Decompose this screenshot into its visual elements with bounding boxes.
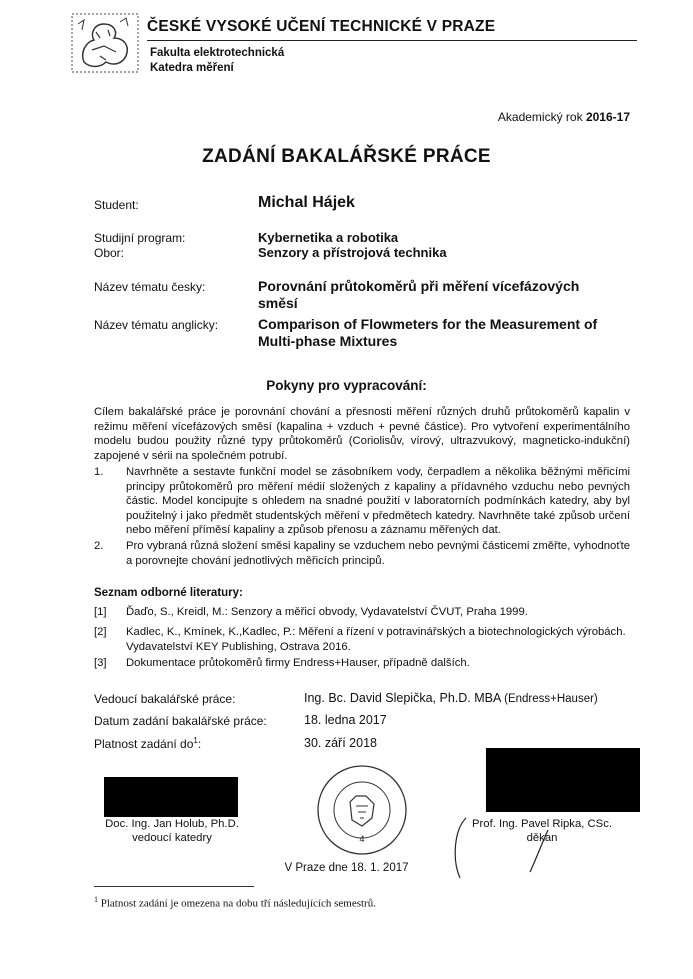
signature-left: [92, 817, 252, 845]
instructions-intro: Cílem bakalářské práce je porovnání chování a přesnosti měření různých druhů průtokoměrů kapalin v režimu měření vícefázových směsí (kapalina + vzduch + pevné částice). Pro vytvoření experimentálního modelu budou použity různé typy průtokoměrů (Coriolisův, vírový, ultrazvukový, magneticko-indukční) zapojené v sérii na společném potrubí.: [94, 406, 630, 462]
document-title: ZADÁNÍ BAKALÁŘSKÉ PRÁCE: [202, 146, 491, 167]
instruction-item-2: [94, 539, 630, 568]
literature-item-2: [94, 625, 630, 654]
faculty-name: Fakulta elektrotechnická: [150, 47, 285, 59]
literature-heading: Seznam odborné literatury:: [94, 587, 243, 599]
literature-item-text: Kadlec, K., Kmínek, K.,Kadlec, P.: Měření a řízení v potravinářských a biotechnologických výrobách. Vydavatelství KEY Publishing, Ostrava 2016.: [126, 626, 626, 653]
program-value: Kybernetika a robotika: [258, 230, 399, 245]
header-divider: [147, 40, 637, 41]
instruction-item-number: 2.: [94, 540, 104, 552]
literature-item-text: Ďaďo, S., Kreidl, M.: Senzory a měřicí obvody, Vydavatelství ČVUT, Praha 1999.: [126, 606, 528, 618]
topic-en-value: Comparison of Flowmeters for the Measurement of Multi-phase Mixtures: [258, 316, 598, 349]
topic-cz-value: Porovnání průtokoměrů při měření vícefázových směsí: [258, 278, 580, 311]
signature-left-role: vedoucí katedry: [132, 832, 212, 844]
literature-item-3: [94, 656, 630, 671]
instruction-item-1: [94, 465, 630, 538]
university-name: ČESKÉ VYSOKÉ UČENÍ TECHNICKÉ V PRAZE: [147, 18, 496, 35]
cvut-lion-logo-icon: [70, 12, 140, 74]
topic-cz-label: Název tématu česky:: [94, 280, 206, 294]
program-label: Studijní program:: [94, 231, 186, 245]
literature-item-number: [3]: [94, 657, 107, 669]
supervisor-label: Vedoucí bakalářské práce:: [94, 692, 236, 706]
topic-en-label: Název tématu anglicky:: [94, 318, 219, 332]
signature-right-name: Prof. Ing. Pavel Ripka, CSc.: [471, 818, 612, 830]
supervisor-name: Ing. Bc. David Slepička, Ph.D. MBA: [304, 691, 501, 705]
academic-year-value: 2016-17: [585, 110, 630, 124]
validity-value: 30. září 2018: [304, 736, 377, 750]
footnote-divider: [94, 886, 254, 887]
department-name: Katedra měření: [150, 62, 234, 74]
student-label: Student:: [94, 198, 139, 212]
supervisor-affiliation: (Endress+Hauser): [504, 693, 598, 705]
literature-item-text: Dokumentace průtokoměrů firmy Endress+Hauser, případně dalších.: [126, 657, 470, 669]
validity-label-colon: :: [197, 737, 202, 751]
validity-label-text: Platnost zadání do: [94, 737, 194, 751]
validity-footnote-mark: 1: [193, 736, 198, 745]
assignment-date-value: 18. ledna 2017: [304, 713, 387, 727]
signature-right-role: děkan: [526, 832, 558, 844]
assignment-date-label: Datum zadání bakalářské práce:: [94, 714, 267, 728]
literature-item-1: [94, 605, 630, 620]
footnote-mark: 1: [94, 895, 98, 904]
faculty-department: [150, 46, 284, 76]
stamp-number: 4: [359, 834, 365, 844]
literature-item-number: [2]: [94, 626, 107, 638]
footnote: [94, 895, 376, 910]
redacted-signature-left: [104, 777, 238, 817]
student-value: Michal Hájek: [258, 194, 355, 211]
branch-value: Senzory a přístrojová technika: [258, 245, 447, 260]
faculty-stamp-icon: [308, 762, 416, 858]
instruction-item-text: Pro vybraná různá složení směsi kapaliny se vzduchem nebo pevnými částicemi změřte, vyhodnoťte a porovnejte chování jednotlivých měřicích principů.: [126, 540, 630, 567]
footnote-text: Platnost zadání je omezena na dobu tří následujících semestrů.: [100, 897, 376, 910]
academic-year: [498, 110, 630, 124]
place-and-date: V Praze dne 18. 1. 2017: [284, 862, 409, 874]
signature-left-name: Doc. Ing. Jan Holub, Ph.D.: [105, 818, 239, 830]
branch-label: Obor:: [94, 246, 125, 260]
academic-year-label: Akademický rok: [497, 110, 583, 124]
validity-label: [94, 736, 201, 751]
instructions-heading: Pokyny pro vypracování:: [266, 378, 427, 393]
literature-item-number: [1]: [94, 606, 107, 618]
instruction-item-number: 1.: [94, 466, 104, 478]
signature-right: [462, 817, 622, 845]
supervisor-value: [304, 691, 598, 705]
instruction-item-text: Navrhněte a sestavte funkční model se zásobníkem vody, čerpadlem a několika běžnými měřicími principy průtokoměrů pro měření médií složených z kapaliny a přídavného vzduchu nebo pevných částic. Model koncipujte s ohledem na snadné použití v laboratorních podmínkách katedry, aby byl použitelný i jako předmět studentských měření v předmětech katedry. Navrhněte také způsob určení nebo měření příměsí kapaliny a způsob přenosu a záznamu měřených dat.: [126, 466, 630, 536]
